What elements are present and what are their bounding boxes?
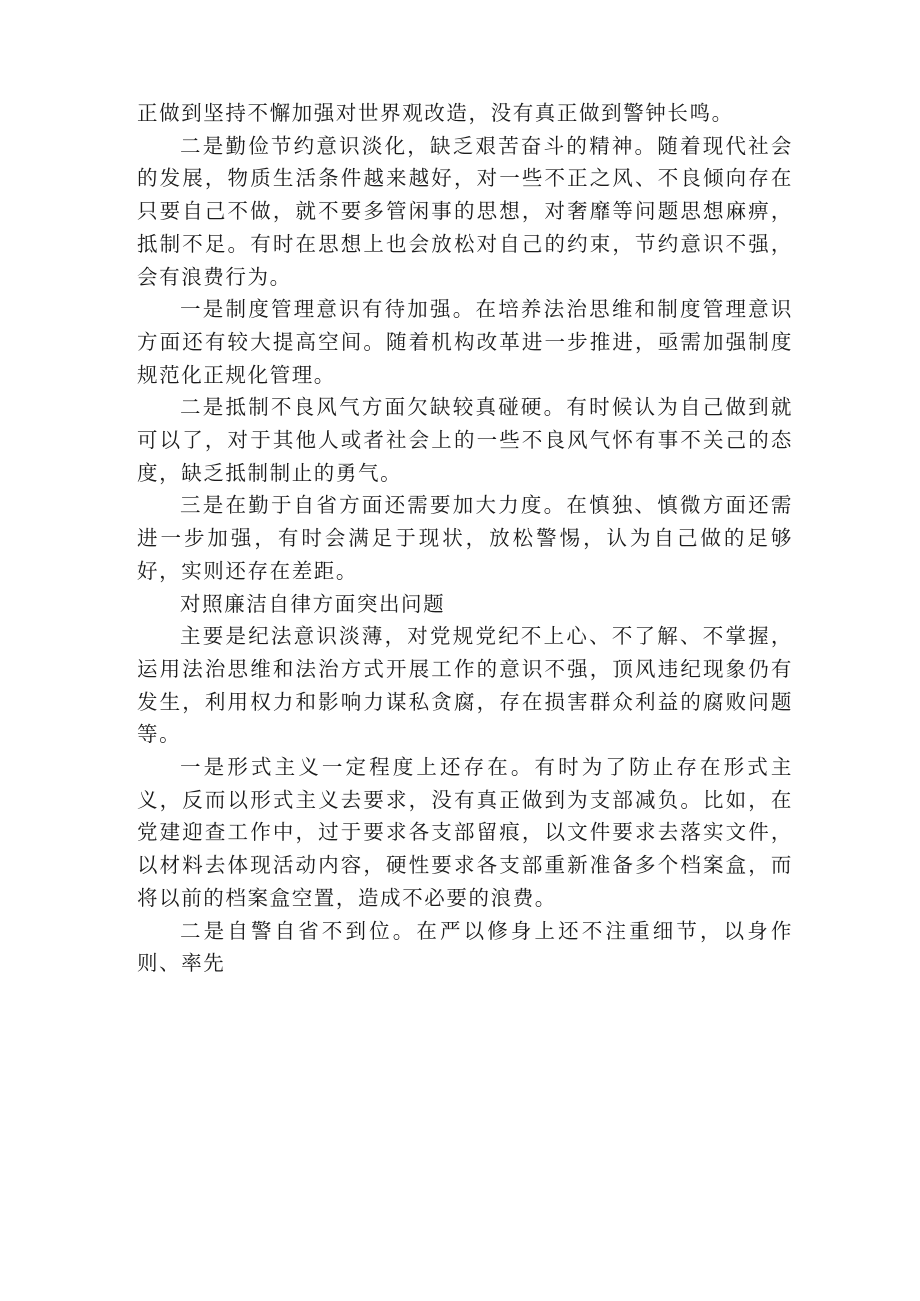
paragraph-formalism: 一是形式主义一定程度上还存在。有时为了防止存在形式主义，反而以形式主义去要求，没有真正做到为支部减负。比如，在党建迎查工作中，过于要求各支部留痕，以文件要求去落实文件，以材料去体现活动内容，硬性要求各支部重新准备多个档案盒，而将以前的档案盒空置，造成不必要的浪费。 [137, 755, 793, 910]
section-heading: 对照廉洁自律方面突出问题 [180, 591, 446, 616]
paragraph-frugality: 二是勤俭节约意识淡化，缺乏艰苦奋斗的精神。随着现代社会的发展，物质生活条件越来越好，对一些不正之风、不良倾向存在只要自己不做，就不要多管闲事的思想，对奢靡等问题思想麻痹，抵制不足。有时在思想上也会放松对自己的约束，节约意识不强，会有浪费行为。 [137, 133, 793, 289]
paragraph-discipline-awareness: 主要是纪法意识淡薄，对党规党纪不上心、不了解、不掌握，运用法治思维和法治方式开展工作的意识不强，顶风违纪现象仍有发生，利用权力和影响力谋私贪腐，存在损害群众利益的腐败问题等。 [137, 624, 793, 747]
paragraph-self-vigilance: 二是自警自省不到位。在严以修身上还不注重细节，以身作则、率先 [137, 918, 793, 976]
paragraph-resist-bad-practices: 二是抵制不良风气方面欠缺较真碰硬。有时候认为自己做到就可以了，对于其他人或者社会上的一些不良风气怀有事不关己的态度，缺乏抵制制止的勇气。 [137, 395, 793, 485]
paragraph-continuation: 正做到坚持不懈加强对世界观改造，没有真正做到警钟长鸣。 [137, 101, 734, 125]
paragraph-self-reflection: 三是在勤于自省方面还需要加大力度。在慎独、慎微方面还需进一步加强，有时会满足于现状，放松警惕，认为自己做的足够好，实则还存在差距。 [137, 493, 793, 583]
document-body [137, 97, 793, 980]
paragraph-system-management: 一是制度管理意识有待加强。在培养法治思维和制度管理意识方面还有较大提高空间。随着机构改革进一步推进，亟需加强制度规范化正规化管理。 [137, 297, 793, 387]
